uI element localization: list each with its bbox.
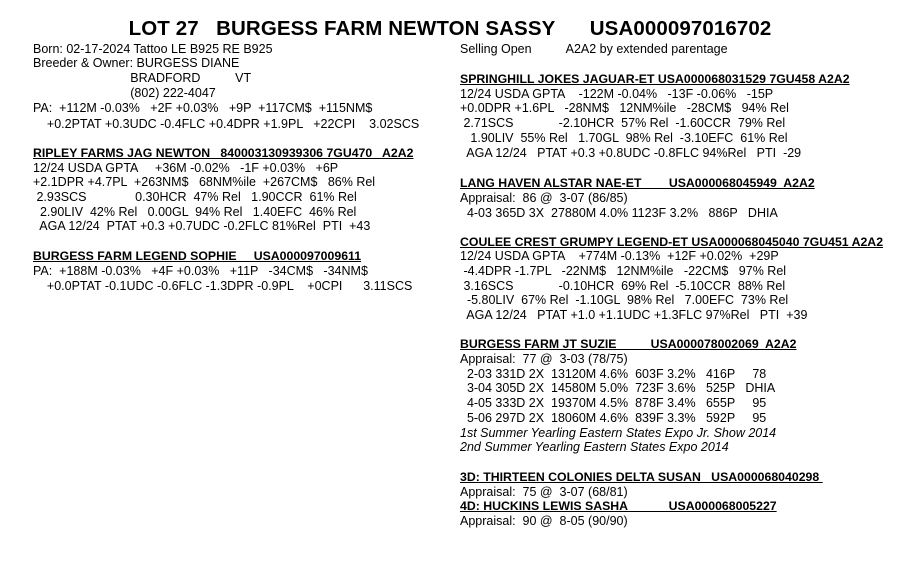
sire-line-1: 12/24 USDA GPTA +36M -0.02% -1F +0.03% +6P bbox=[33, 161, 339, 175]
sire-line-3: 2.93SCS 0.30HCR 47% Rel 1.90CCR 61% Rel bbox=[33, 190, 357, 204]
granddam2-record-1: 2-03 331D 2X 13120M 4.6% 603F 3.2% 416P 78 bbox=[460, 367, 767, 381]
dam-pa-line-1: PA: +188M -0.03% +4F +0.03% +11P -34CM$ -34NM$ bbox=[33, 264, 368, 278]
granddam2-header: BURGESS FARM JT SUZIE USA000078002069 A2A2 bbox=[460, 337, 797, 351]
lot-title: LOT 27 BURGESS FARM NEWTON SASSY USA000097016702 bbox=[128, 17, 772, 40]
mgs-line-2: +0.0DPR +1.6PL -28NM$ 12NM%ile -28CM$ 94% Rel bbox=[460, 101, 789, 115]
sire-header: RIPLEY FARMS JAG NEWTON 840003130939306 7GU470 A2A2 bbox=[33, 146, 414, 160]
award-line-2: 2nd Summer Yearling Eastern States Expo 2014 bbox=[460, 440, 729, 454]
pa-line-2: +0.2PTAT +0.3UDC -0.4FLC +0.4DPR +1.9PL +22CPI 3.02SCS bbox=[33, 117, 420, 131]
fourth-dam-appraisal: Appraisal: 90 @ 8-05 (90/90) bbox=[460, 514, 628, 528]
breeder-owner-line: Breeder & Owner: BURGESS DIANE bbox=[33, 56, 240, 70]
granddam-record: 4-03 365D 3X 27880M 4.0% 1123F 3.2% 886P DHIA bbox=[460, 206, 778, 220]
award-line-1: 1st Summer Yearling Eastern States Expo Jr. Show 2014 bbox=[460, 426, 777, 440]
sire-line-2: +2.1DPR +4.7PL +263NM$ 68NM%ile +267CM$ 86% Rel bbox=[33, 175, 376, 189]
mgs-line-4: 1.90LIV 55% Rel 1.70GL 98% Rel -3.10EFC 61% Rel bbox=[460, 131, 788, 145]
mgs2-line-1: 12/24 USDA GPTA +774M -0.13% +12F +0.02% +29P bbox=[460, 249, 779, 263]
breeder-phone-line: (802) 222-4047 bbox=[33, 86, 216, 100]
third-dam-appraisal: Appraisal: 75 @ 3-07 (68/81) bbox=[460, 485, 628, 499]
mgs-line-1: 12/24 USDA GPTA -122M -0.04% -13F -0.06% -15P bbox=[460, 87, 774, 101]
granddam2-appraisal: Appraisal: 77 @ 3-03 (78/75) bbox=[460, 352, 628, 366]
mgs2-line-5: AGA 12/24 PTAT +1.0 +1.1UDC +1.3FLC 97%Rel PTI +39 bbox=[460, 308, 808, 322]
granddam2-record-4: 5-06 297D 2X 18060M 4.6% 839F 3.3% 592P 95 bbox=[460, 411, 767, 425]
breeder-location-line: BRADFORD VT bbox=[33, 71, 252, 85]
sire-line-5: AGA 12/24 PTAT +0.3 +0.7UDC -0.2FLC 81%Rel PTI +43 bbox=[33, 219, 371, 233]
pa-line-1: PA: +112M -0.03% +2F +0.03% +9P +117CM$ +115NM$ bbox=[33, 101, 373, 115]
born-line: Born: 02-17-2024 Tattoo LE B925 RE B925 bbox=[33, 42, 273, 56]
dam-pa-line-2: +0.0PTAT -0.1UDC -0.6FLC -1.3DPR -0.9PL +0CPI 3.11SCS bbox=[33, 279, 413, 293]
sire-line-4: 2.90LIV 42% Rel 0.00GL 94% Rel 1.40EFC 46% Rel bbox=[33, 205, 357, 219]
fourth-dam-header: 4D: HUCKINS LEWIS SASHA USA000068005227 bbox=[460, 499, 777, 513]
mgs2-header: COULEE CREST GRUMPY LEGEND-ET USA000068045040 7GU451 A2A2 bbox=[460, 235, 884, 249]
mgs2-line-4: -5.80LIV 67% Rel -1.10GL 98% Rel 7.00EFC 73% Rel bbox=[460, 293, 789, 307]
granddam2-record-2: 3-04 305D 2X 14580M 5.0% 723F 3.6% 525P DHIA bbox=[460, 381, 776, 395]
mgs-line-5: AGA 12/24 PTAT +0.3 +0.8UDC -0.8FLC 94%Rel PTI -29 bbox=[460, 146, 802, 160]
third-dam-header: 3D: THIRTEEN COLONIES DELTA SUSAN USA000068040298 bbox=[460, 470, 823, 484]
granddam-appraisal: Appraisal: 86 @ 3-07 (86/85) bbox=[460, 191, 628, 205]
mgs2-line-3: 3.16SCS -0.10HCR 69% Rel -5.10CCR 88% Rel bbox=[460, 279, 786, 293]
mgs-header: SPRINGHILL JOKES JAGUAR-ET USA000068031529 7GU458 A2A2 bbox=[460, 72, 850, 86]
selling-status-line: Selling Open A2A2 by extended parentage bbox=[460, 42, 728, 56]
mgs2-line-2: -4.4DPR -1.7PL -22NM$ 12NM%ile -22CM$ 97% Rel bbox=[460, 264, 787, 278]
mgs-line-3: 2.71SCS -2.10HCR 57% Rel -1.60CCR 79% Rel bbox=[460, 116, 786, 130]
granddam-header: LANG HAVEN ALSTAR NAE-ET USA000068045949 A2A2 bbox=[460, 176, 815, 190]
dam-header: BURGESS FARM LEGEND SOPHIE USA000097009611 bbox=[33, 249, 362, 263]
granddam2-record-3: 4-05 333D 2X 19370M 4.5% 878F 3.4% 655P 95 bbox=[460, 396, 767, 410]
